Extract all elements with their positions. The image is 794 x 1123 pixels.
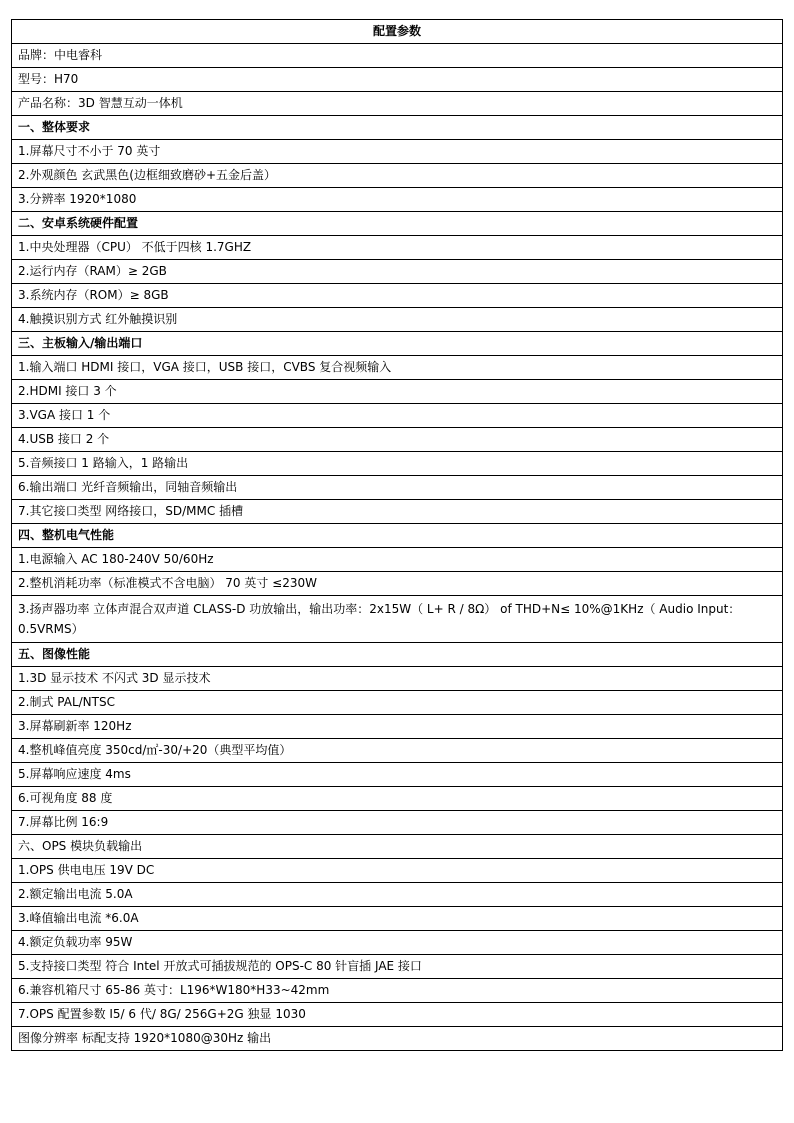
spec-cell: 7.其它接口类型 网络接口，SD/MMC 插槽 [12,500,783,524]
table-title: 配置参数 [12,20,783,44]
table-row [12,452,783,476]
spec-cell: 4.触摸识别方式 红外触摸识别 [12,308,783,332]
section-row [12,524,783,548]
table-row [12,955,783,979]
section-heading: 四、整机电气性能 [12,524,783,548]
table-row [12,92,783,116]
spec-cell: 7.屏幕比例 16:9 [12,811,783,835]
spec-cell: 4.USB 接口 2 个 [12,428,783,452]
spec-cell: 6.兼容机箱尺寸 65-86 英寸：L196*W180*H33~42mm [12,979,783,1003]
spec-cell: 4.整机峰值亮度 350cd/㎡-30/+20（典型平均值） [12,739,783,763]
section-row [12,332,783,356]
table-row [12,140,783,164]
table-row [12,308,783,332]
spec-cell: 5.支持接口类型 符合 Intel 开放式可插拔规范的 OPS-C 80 针盲插 JAE 接口 [12,955,783,979]
spec-cell: 图像分辨率 标配支持 1920*1080@30Hz 输出 [12,1027,783,1051]
section-heading: 三、主板输入/输出端口 [12,332,783,356]
table-row [12,356,783,380]
table-row [12,500,783,524]
spec-cell: 3.分辨率 1920*1080 [12,188,783,212]
table-row [12,428,783,452]
table-row [12,787,783,811]
table-row [12,667,783,691]
spec-cell: 1.OPS 供电电压 19V DC [12,859,783,883]
section-row [12,212,783,236]
spec-cell: 6.可视角度 88 度 [12,787,783,811]
table-row [12,548,783,572]
table-row [12,572,783,596]
spec-cell: 4.额定负载功率 95W [12,931,783,955]
spec-cell: 3.VGA 接口 1 个 [12,404,783,428]
spec-cell: 品牌：中电睿科 [12,44,783,68]
spec-cell: 1.屏幕尺寸不小于 70 英寸 [12,140,783,164]
table-row [12,1003,783,1027]
table-row [12,284,783,308]
spec-cell: 3.峰值输出电流 *6.0A [12,907,783,931]
spec-cell: 3.屏幕刷新率 120Hz [12,715,783,739]
spec-cell: 产品名称：3D 智慧互动一体机 [12,92,783,116]
spec-table [11,19,783,1051]
spec-cell: 六、OPS 模块负载输出 [12,835,783,859]
spec-cell: 2.外观颜色 玄武黑色(边框细致磨砂+五金后盖） [12,164,783,188]
spec-cell: 5.屏幕响应速度 4ms [12,763,783,787]
spec-cell: 1.输入端口 HDMI 接口，VGA 接口，USB 接口，CVBS 复合视频输入 [12,356,783,380]
title-row [12,20,783,44]
spec-cell: 2.额定输出电流 5.0A [12,883,783,907]
table-row [12,68,783,92]
spec-cell: 3.系统内存（ROM）≥ 8GB [12,284,783,308]
spec-cell: 型号：H70 [12,68,783,92]
table-row [12,739,783,763]
table-row [12,596,783,643]
spec-cell: 1.电源输入 AC 180-240V 50/60Hz [12,548,783,572]
table-row [12,883,783,907]
spec-cell: 6.输出端口 光纤音频输出，同轴音频输出 [12,476,783,500]
section-heading: 二、安卓系统硬件配置 [12,212,783,236]
section-heading: 一、整体要求 [12,116,783,140]
spec-cell: 2.运行内存（RAM）≥ 2GB [12,260,783,284]
table-row [12,188,783,212]
table-row [12,907,783,931]
spec-cell: 2.整机消耗功率（标准模式不含电脑） 70 英寸 ≤230W [12,572,783,596]
table-row [12,835,783,859]
table-row [12,859,783,883]
table-row [12,236,783,260]
table-row [12,404,783,428]
table-row [12,691,783,715]
table-row [12,715,783,739]
spec-cell: 3.扬声器功率 立体声混合双声道 CLASS-D 功放输出，输出功率：2x15W（ L+ R / 8Ω） of THD+N≤ 10%@1KHz（ Audio Input：0.5VRMS） [12,596,783,643]
spec-table-body [12,20,783,1051]
table-row [12,811,783,835]
section-heading: 五、图像性能 [12,643,783,667]
table-row [12,44,783,68]
spec-cell: 2.制式 PAL/NTSC [12,691,783,715]
section-row [12,643,783,667]
table-row [12,476,783,500]
spec-cell: 5.音频接口 1 路输入，1 路输出 [12,452,783,476]
section-row [12,116,783,140]
table-row [12,380,783,404]
table-row [12,763,783,787]
table-row [12,979,783,1003]
table-row [12,931,783,955]
spec-cell: 1.中央处理器（CPU） 不低于四核 1.7GHZ [12,236,783,260]
table-row [12,260,783,284]
table-row [12,164,783,188]
spec-cell: 2.HDMI 接口 3 个 [12,380,783,404]
spec-cell: 7.OPS 配置参数 I5/ 6 代/ 8G/ 256G+2G 独显 1030 [12,1003,783,1027]
table-row [12,1027,783,1051]
spec-cell: 1.3D 显示技术 不闪式 3D 显示技术 [12,667,783,691]
